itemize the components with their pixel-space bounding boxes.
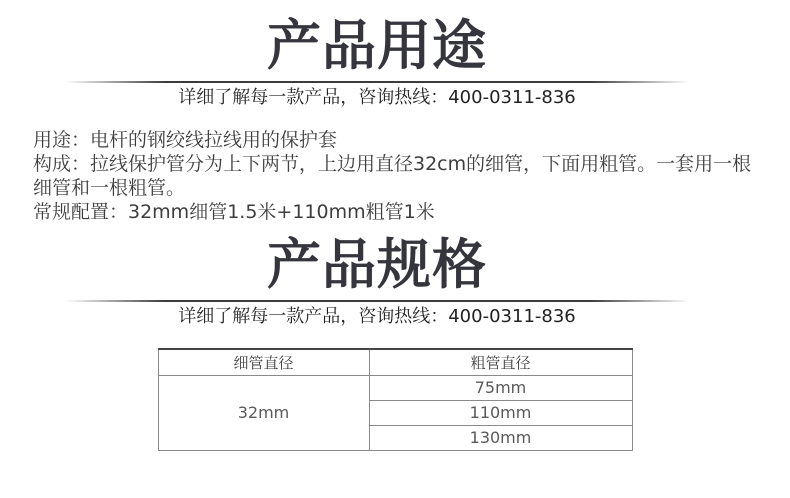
thick-tube-diameter-value-3: 130mm — [369, 425, 632, 450]
specs-section-title: 产品规格 — [267, 233, 487, 296]
thick-tube-diameter-value-2: 110mm — [369, 400, 632, 425]
thin-tube-diameter-header: 细管直径 — [158, 349, 369, 375]
specs-section-header — [57, 224, 697, 327]
thick-tube-diameter-header: 粗管直径 — [369, 349, 632, 375]
specs-title-divider — [65, 300, 690, 302]
usage-line-composition: 构成：拉线保护管分为上下两节，上边用直径32cm的细管，下面用粗管。一套用一根细管和一根粗管。 — [33, 153, 752, 199]
spec-table — [158, 348, 633, 451]
specs-hotline-subtitle: 详细了解每一款产品，咨询热线：400-0311-836 — [178, 306, 576, 327]
usage-line-purpose: 用途：电杆的钢绞线拉线用的保护套 — [33, 129, 338, 151]
usage-body-text — [0, 128, 790, 224]
usage-line-standard-config: 常规配置：32mm细管1.5米+110mm粗管1米 — [33, 201, 435, 223]
thick-tube-diameter-value-1: 75mm — [369, 375, 632, 400]
spec-table-row — [158, 375, 632, 400]
spec-table-header-row — [158, 349, 632, 375]
usage-section-header — [57, 0, 697, 108]
usage-hotline-subtitle: 详细了解每一款产品，咨询热线：400-0311-836 — [178, 87, 576, 108]
spec-table-container — [0, 348, 790, 451]
usage-title-divider — [65, 81, 690, 83]
usage-section — [0, 0, 790, 224]
usage-section-title: 产品用途 — [267, 14, 487, 77]
specs-section — [0, 224, 790, 451]
thin-tube-diameter-value: 32mm — [158, 375, 369, 450]
